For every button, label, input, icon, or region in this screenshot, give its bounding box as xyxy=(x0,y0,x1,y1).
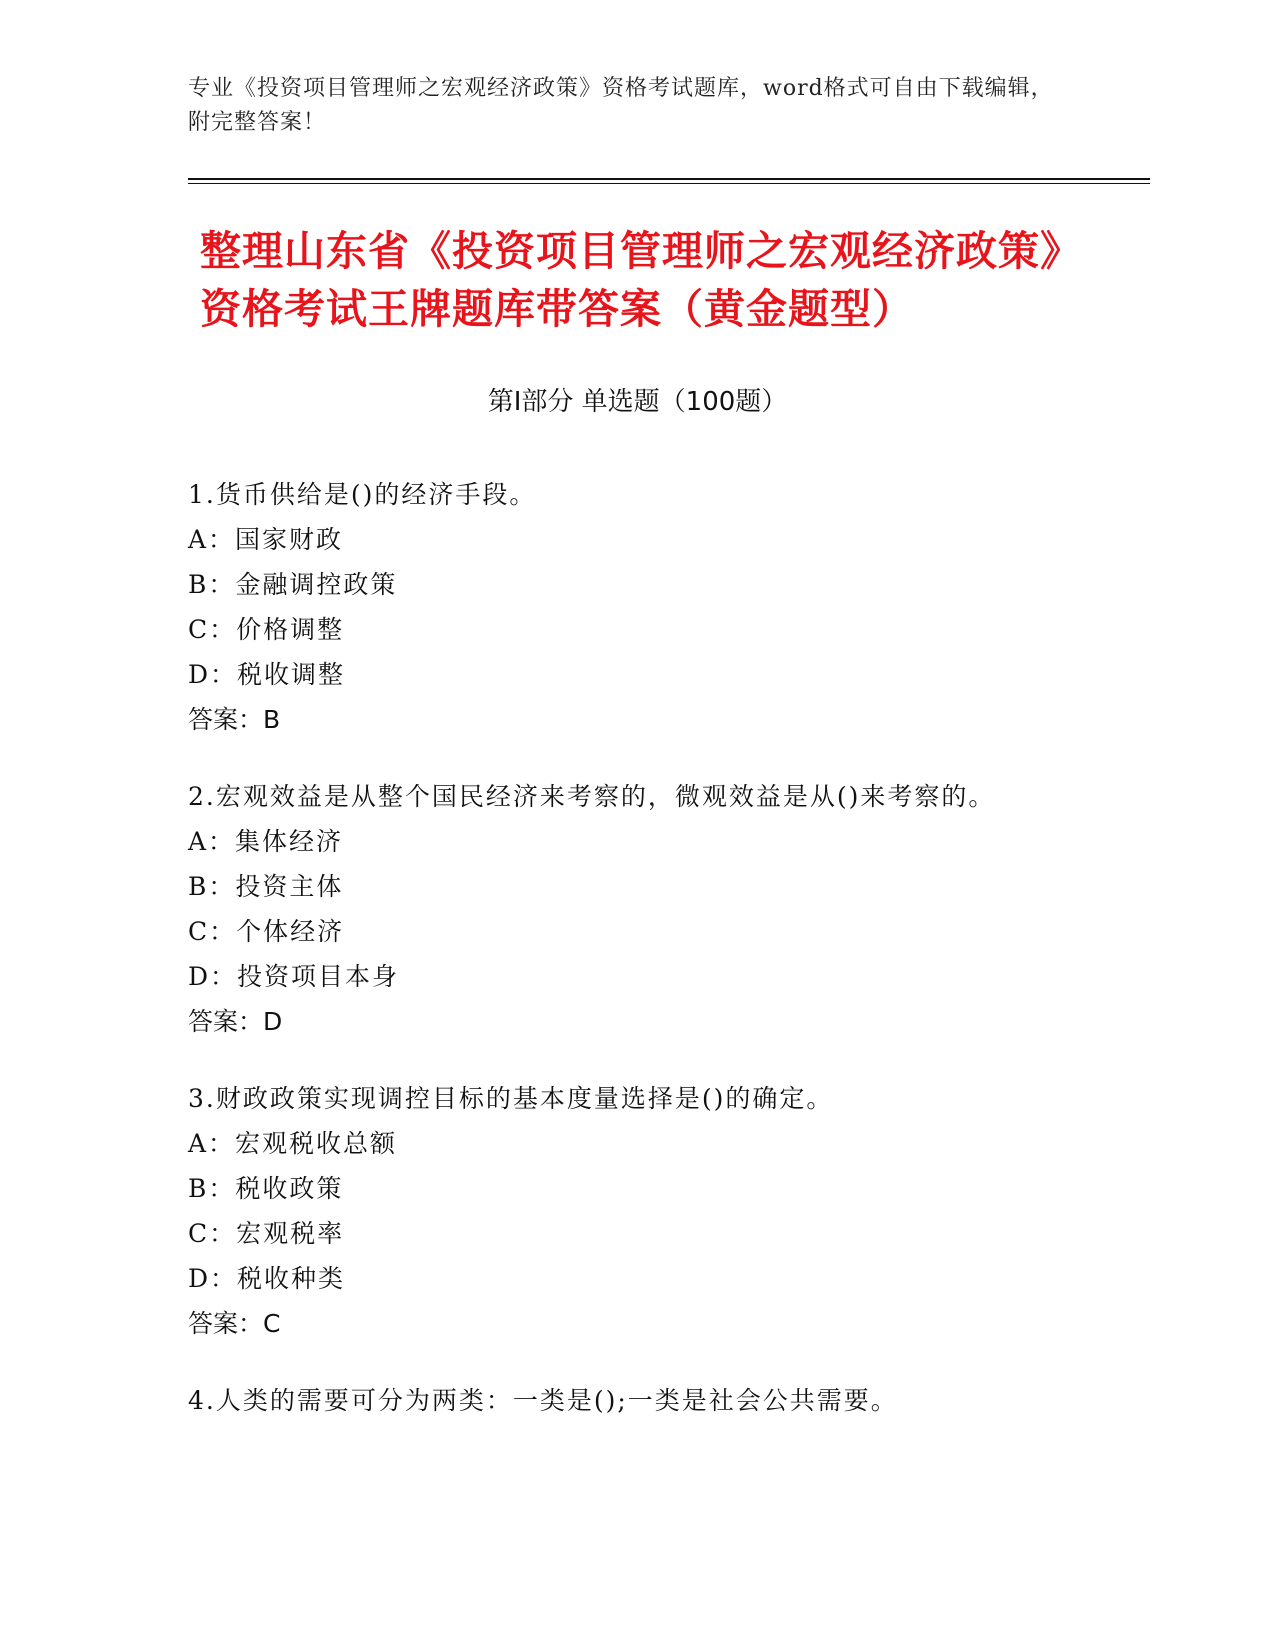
option-c: C：宏观税率 xyxy=(188,1219,345,1248)
question-stem: 1.货币供给是()的经济手段。 xyxy=(188,480,537,509)
question-stem: 2.宏观效益是从整个国民经济来考察的，微观效益是从()来考察的。 xyxy=(188,782,996,811)
question-stem: 3.财政政策实现调控目标的基本度量选择是()的确定。 xyxy=(188,1084,834,1113)
section-title: 第Ⅰ部分 单选题（100题） xyxy=(487,387,788,417)
option-b: B：投资主体 xyxy=(188,872,344,901)
answer: 答案：B xyxy=(188,705,281,734)
question-3 xyxy=(188,1076,1148,1346)
option-a: A：集体经济 xyxy=(188,827,344,856)
option-b: B：税收政策 xyxy=(188,1174,344,1203)
option-a: A：宏观税收总额 xyxy=(188,1129,398,1158)
header-divider-thin xyxy=(188,183,1150,184)
option-d: D：税收种类 xyxy=(188,1264,346,1293)
question-stem: 4.人类的需要可分为两类：一类是();一类是社会公共需要。 xyxy=(188,1386,898,1415)
question-2 xyxy=(188,774,1148,1044)
header-note: 专业《投资项目管理师之宏观经济政策》资格考试题库，word格式可自由下载编辑，附完整答案！ xyxy=(188,76,1054,135)
option-a: A：国家财政 xyxy=(188,525,344,554)
question-list xyxy=(188,472,1148,1455)
answer: 答案：C xyxy=(188,1309,281,1338)
question-1 xyxy=(188,472,1148,742)
option-c: C：个体经济 xyxy=(188,917,345,946)
answer: 答案：D xyxy=(188,1007,283,1036)
option-d: D：税收调整 xyxy=(188,660,346,689)
document-title: 整理山东省《投资项目管理师之宏观经济政策》资格考试王牌题库带答案（黄金题型） xyxy=(200,227,1082,333)
option-d: D：投资项目本身 xyxy=(188,962,400,991)
header-divider-thick xyxy=(188,178,1150,180)
option-b: B：金融调控政策 xyxy=(188,570,398,599)
question-4 xyxy=(188,1378,1148,1423)
option-c: C：价格调整 xyxy=(188,615,345,644)
